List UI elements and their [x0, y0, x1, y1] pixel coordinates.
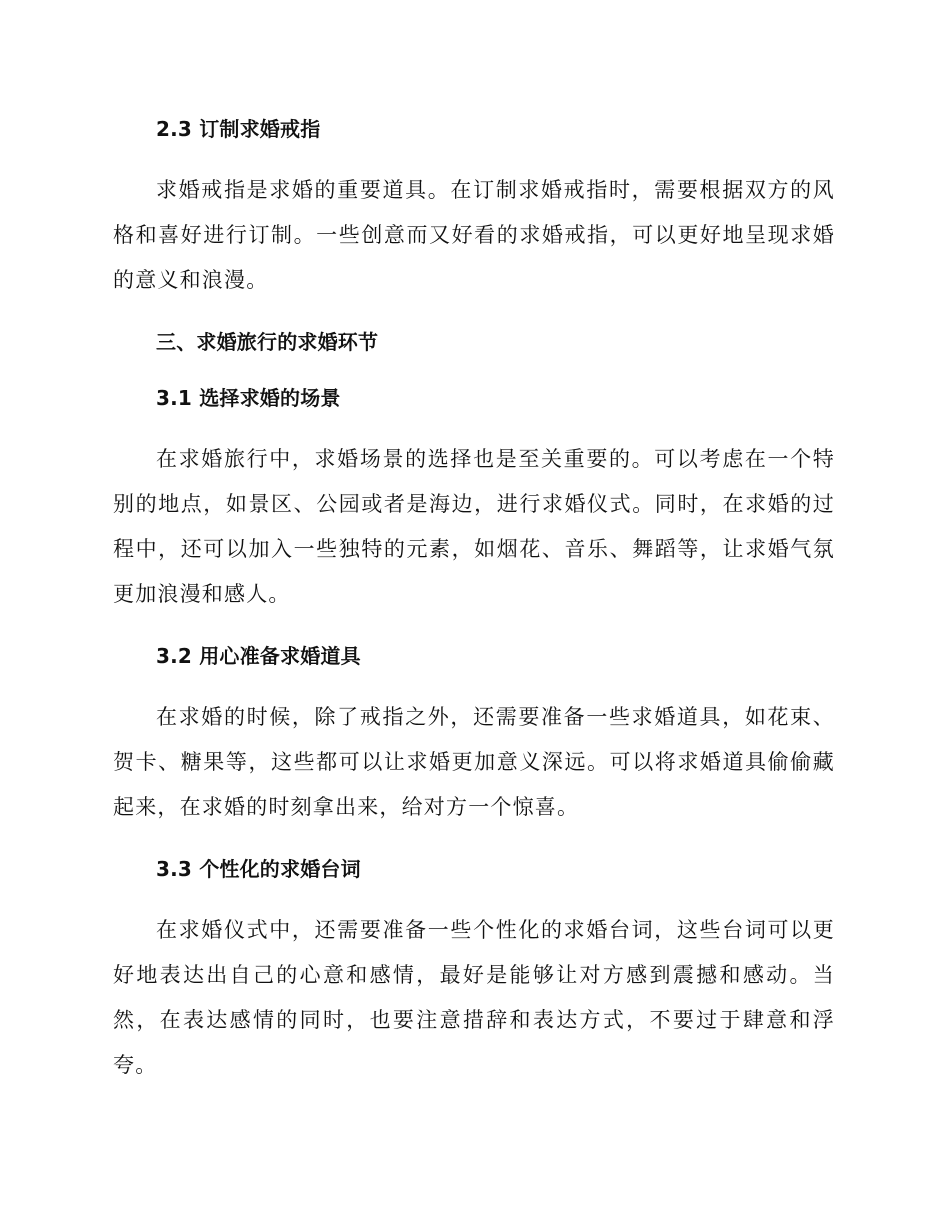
section-heading-2-3: 2.3 订制求婚戒指: [156, 117, 321, 141]
section-heading-3-1: 3.1 选择求婚的场景: [156, 386, 341, 410]
section-heading-3-2: 3.2 用心准备求婚道具: [156, 644, 361, 668]
paragraph-props: 在求婚的时候，除了戒指之外，还需要准备一些求婚道具，如花束、贺卡、糖果等，这些都可以让求婚更加意义深远。可以将求婚道具偷偷藏起来，在求婚的时刻拿出来，给对方一个惊喜。: [113, 705, 835, 819]
section-heading-3-3: 3.3 个性化的求婚台词: [156, 857, 361, 881]
document-body: [113, 112, 835, 1088]
paragraph-speech: 在求婚仪式中，还需要准备一些个性化的求婚台词，这些台词可以更好地表达出自己的心意和感情，最好是能够让对方感到震撼和感动。当然，在表达感情的同时，也要注意措辞和表达方式，不要过于肆意和浮夸。: [113, 918, 835, 1077]
paragraph-ring: 求婚戒指是求婚的重要道具。在订制求婚戒指时，需要根据双方的风格和喜好进行订制。一些创意而又好看的求婚戒指，可以更好地呈现求婚的意义和浪漫。: [113, 178, 835, 292]
chapter-heading-3: 三、求婚旅行的求婚环节: [156, 330, 379, 354]
paragraph-scene: 在求婚旅行中，求婚场景的选择也是至关重要的。可以考虑在一个特别的地点，如景区、公园或者是海边，进行求婚仪式。同时，在求婚的过程中，还可以加入一些独特的元素，如烟花、音乐、舞蹈等，让求婚气氛更加浪漫和感人。: [113, 447, 835, 606]
